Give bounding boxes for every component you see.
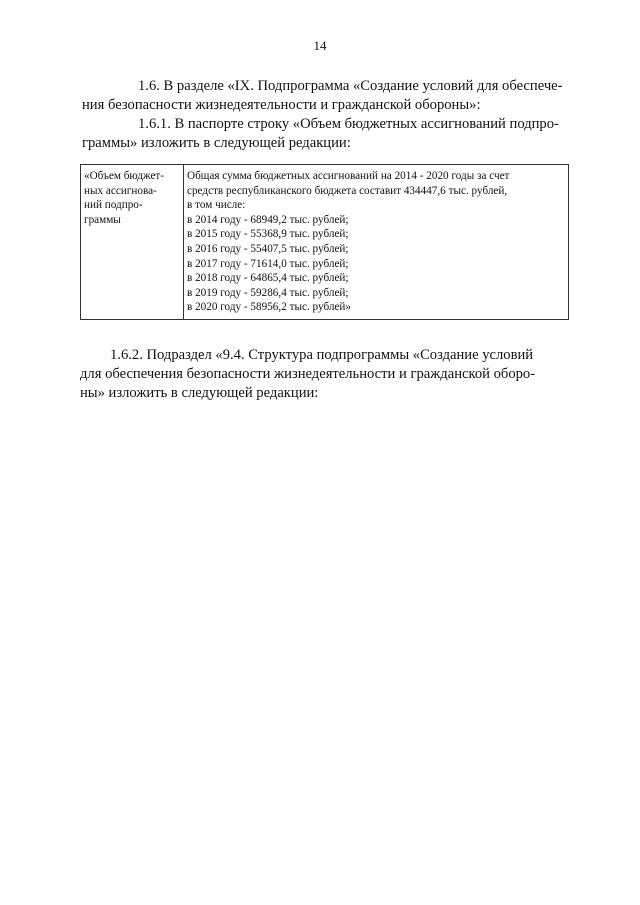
passport-table <box>80 164 569 320</box>
content-line: в 2016 году - 55407,5 тыс. рублей; <box>187 242 349 255</box>
content-line: в 2015 году - 55368,9 тыс. рублей; <box>187 228 349 241</box>
label-line: «Объем бюджет- <box>84 170 165 182</box>
label-line: ний подпро- <box>84 199 143 212</box>
paragraph-line: ны» изложить в следующей редакции: <box>80 385 319 401</box>
paragraph-line: ния безопасности жизнедеятельности и гражданской обороны»: <box>82 97 481 113</box>
content-line: Общая сумма бюджетных ассигнований на 2014 - 2020 годы за счет <box>187 170 510 182</box>
paragraph-line: 1.6.1. В паспорте строку «Объем бюджетных ассигнований подпро- <box>138 116 559 132</box>
page-number: 14 <box>313 38 327 53</box>
paragraph-line: для обеспечения безопасности жизнедеятельности и гражданской оборо- <box>80 366 536 382</box>
paragraph-1-6 <box>82 77 568 115</box>
label-line: ных ассигнова- <box>84 184 157 197</box>
content-line: в 2020 году - 58956,2 тыс. рублей» <box>187 301 351 314</box>
content-line: в 2017 году - 71614,0 тыс. рублей; <box>187 257 349 270</box>
content-cell <box>184 165 569 320</box>
paragraph-line: граммы» изложить в следующей редакции: <box>82 135 351 151</box>
paragraph-1-6-1 <box>82 115 568 153</box>
label-cell <box>81 165 184 320</box>
content-line: в 2018 году - 64865,4 тыс. рублей; <box>187 272 349 285</box>
paragraph-line: 1.6. В разделе «IX. Подпрограмма «Создание условий для обеспече- <box>138 78 563 94</box>
content-line: в 2014 году - 68949,2 тыс. рублей; <box>187 213 349 226</box>
paragraph-1-6-2 <box>80 346 569 403</box>
content-line: в 2019 году - 59286,4 тыс. рублей; <box>187 286 349 299</box>
content-line: средств республиканского бюджета составит 434447,6 тыс. рублей, <box>187 184 508 197</box>
label-line: граммы <box>84 213 121 226</box>
table-row <box>81 165 569 320</box>
content-line: в том числе: <box>187 199 246 212</box>
paragraph-line: 1.6.2. Подраздел «9.4. Структура подпрограммы «Создание условий <box>110 347 534 363</box>
